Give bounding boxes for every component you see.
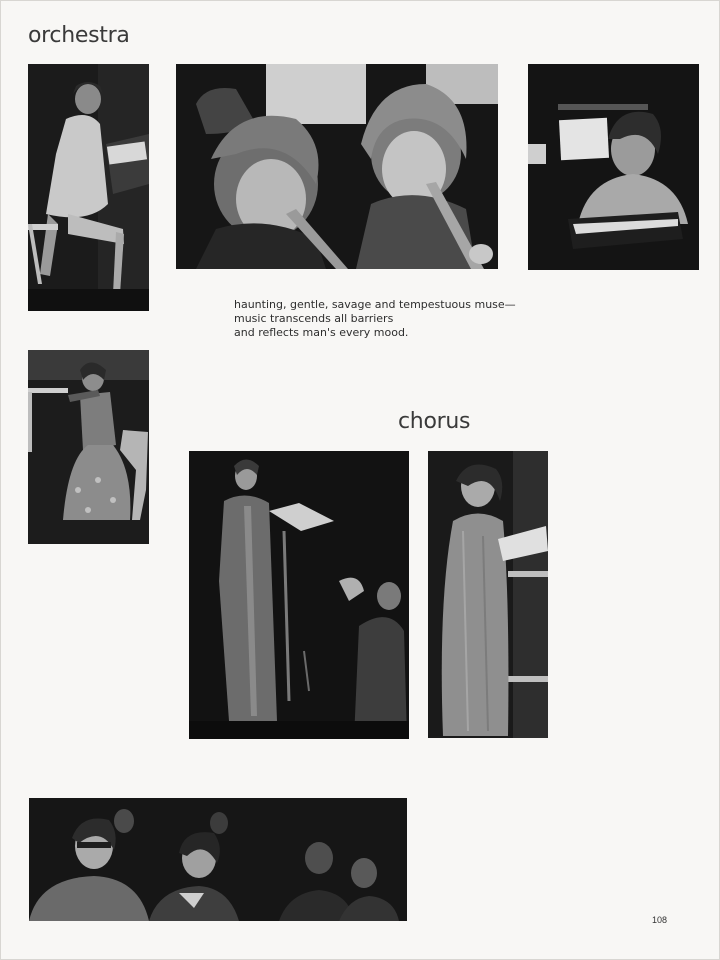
photo-chorus-singers-stage <box>189 451 409 739</box>
photo-orchestra-woodwind-players <box>176 64 498 269</box>
photo-orchestra-seated-musician <box>28 64 149 311</box>
chorus-heading: chorus <box>398 409 471 434</box>
caption-line-2: music transcends all barriers <box>234 312 394 325</box>
photo-chorus-group <box>29 798 407 921</box>
photo-chorus-soloist <box>428 451 548 738</box>
photo-orchestra-violinist <box>28 350 149 544</box>
page-caption <box>234 298 534 340</box>
photo-orchestra-pianist <box>528 64 699 270</box>
caption-line-1: haunting, gentle, savage and tempestuous muse— <box>234 298 516 311</box>
caption-line-3: and reflects man's every mood. <box>234 326 409 339</box>
page-number: 108 <box>652 915 668 925</box>
orchestra-heading: orchestra <box>28 23 130 48</box>
